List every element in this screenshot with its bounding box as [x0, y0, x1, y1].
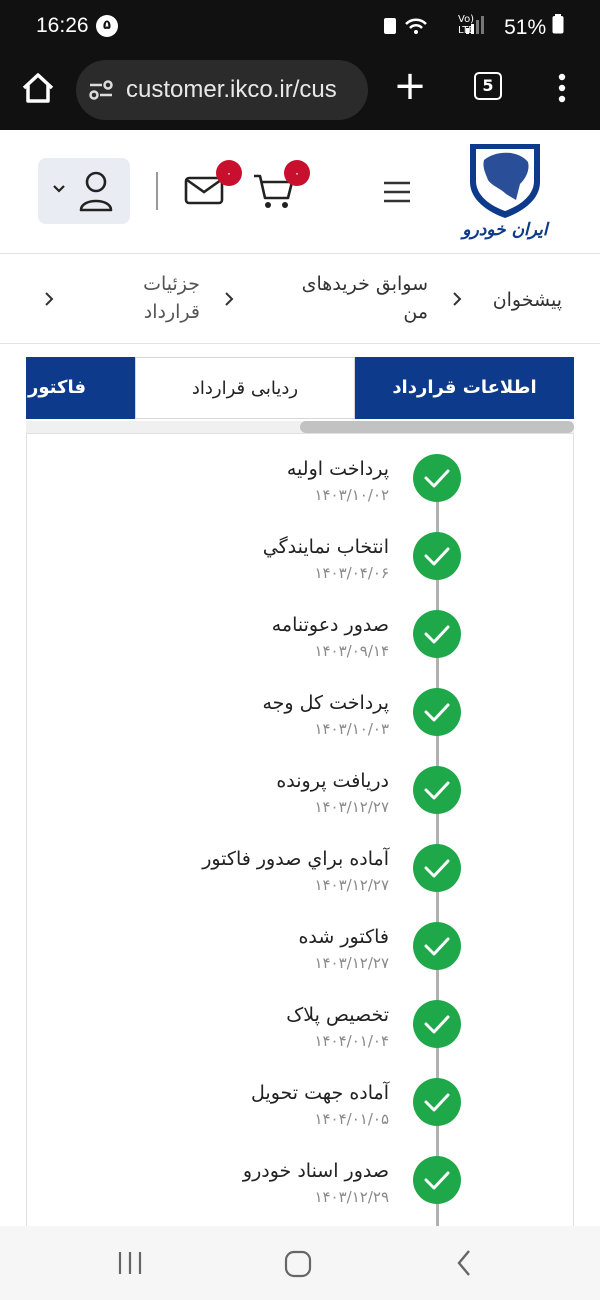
- timeline-step: [27, 766, 575, 844]
- contract-tabs: [26, 357, 574, 419]
- timeline-step-date: ۱۴۰۳/۱۲/۲۷: [314, 798, 389, 816]
- timeline-step-date: ۱۴۰۳/۱۲/۲۷: [314, 876, 389, 894]
- tabs-scrollbar-thumb[interactable]: [300, 421, 574, 433]
- timeline-step-title: صدور دعوتنامه: [271, 614, 389, 636]
- check-circle-icon: [413, 610, 461, 658]
- timeline-step-title: تخصيص پلاک: [286, 1004, 389, 1026]
- network-icons: [384, 14, 504, 42]
- check-circle-icon: [413, 1078, 461, 1126]
- timeline-step-title: فاکتور شده: [298, 926, 389, 948]
- breadcrumb-item-purchase-history[interactable]: سوابق خریدهای من: [301, 273, 428, 323]
- timeline-step-title: صدور اسناد خودرو: [242, 1160, 389, 1182]
- user-icon: [78, 170, 114, 212]
- url-bar[interactable]: [76, 60, 368, 120]
- timeline-step: [27, 1156, 575, 1234]
- cart-count-badge: ۰: [284, 160, 310, 186]
- status-time: 16:26: [36, 14, 89, 37]
- user-menu-button[interactable]: [38, 158, 130, 224]
- site-header: [0, 130, 600, 254]
- check-circle-icon: [413, 1156, 461, 1204]
- timeline-step-title: انتخاب نمايندگي: [262, 536, 389, 558]
- timeline-step: [27, 844, 575, 922]
- tab-invoice[interactable]: فاکتور: [26, 357, 135, 419]
- hamburger-menu-icon[interactable]: [382, 180, 412, 204]
- messages-count-badge: ۰: [216, 160, 242, 186]
- check-circle-icon: [413, 532, 461, 580]
- tab-contract-tracking[interactable]: ردیابی قرارداد: [135, 357, 355, 419]
- lte-label: Vo) LTE: [458, 14, 475, 36]
- check-circle-icon: [413, 688, 461, 736]
- check-circle-icon: [413, 1000, 461, 1048]
- back-icon[interactable]: [454, 1248, 474, 1278]
- timeline-step: [27, 688, 575, 766]
- timeline-step-date: ۱۴۰۳/۱۲/۲۹: [314, 1188, 389, 1206]
- timeline-step-title: پرداخت اولیه: [286, 458, 389, 480]
- ikco-logo-text: ایران خودرو: [462, 220, 548, 240]
- tab-switcher-button[interactable]: 5: [474, 72, 502, 100]
- timeline-step-date: ۱۴۰۴/۰۱/۰۴: [314, 1032, 389, 1050]
- timeline-step-title: آماده جهت تحويل: [251, 1082, 389, 1104]
- timeline-step: [27, 1078, 575, 1156]
- home-nav-icon[interactable]: [284, 1250, 312, 1278]
- breadcrumb-item-contract-details: جزئیات قرارداد: [143, 273, 200, 323]
- tab-contract-info[interactable]: اطلاعات قرارداد: [355, 357, 574, 419]
- browser-toolbar: [0, 52, 600, 130]
- check-circle-icon: [413, 766, 461, 814]
- status-bar: [0, 0, 600, 52]
- battery-percentage: 51%: [504, 14, 564, 40]
- check-circle-icon: [413, 922, 461, 970]
- signal-wifi-icon: [384, 14, 504, 38]
- timeline-step-date: ۱۴۰۴/۰۱/۰۵: [314, 1110, 389, 1128]
- timeline-step: [27, 922, 575, 1000]
- timeline-step-date: ۱۴۰۳/۰۴/۰۶: [314, 564, 389, 582]
- timeline-step: [27, 1000, 575, 1078]
- timeline-step-date: ۱۴۰۳/۱۰/۰۳: [314, 720, 389, 738]
- home-icon[interactable]: [18, 68, 58, 108]
- timeline-step-title: آماده براي صدور فاكتور: [202, 848, 389, 870]
- timeline-step-date: ۱۴۰۳/۱۰/۰۲: [314, 486, 389, 504]
- timeline-step-title: دريافت پرونده: [276, 770, 389, 792]
- check-circle-icon: [413, 844, 461, 892]
- new-tab-button[interactable]: +: [393, 63, 427, 109]
- chevron-right-icon: [42, 290, 56, 308]
- site-settings-icon[interactable]: [88, 80, 114, 100]
- chevron-right-icon: [450, 290, 464, 308]
- breadcrumb-item-dashboard[interactable]: پیشخوان: [492, 289, 562, 311]
- timeline-step: [27, 610, 575, 688]
- chevron-down-icon: [52, 184, 66, 194]
- timeline-step-date: ۱۴۰۳/۰۹/۱۴: [314, 642, 389, 660]
- timeline-step-date: ۱۴۰۳/۱۲/۲۷: [314, 954, 389, 972]
- chevron-right-icon: [222, 290, 236, 308]
- header-divider: [156, 172, 158, 210]
- recent-apps-icon[interactable]: [116, 1250, 144, 1276]
- tabs-scrollbar[interactable]: [26, 421, 574, 433]
- ikco-logo[interactable]: [460, 138, 550, 248]
- timeline-step: [27, 532, 575, 610]
- ikco-horse-emblem-icon: [460, 138, 550, 220]
- tracking-timeline: [26, 433, 574, 1233]
- timeline-step: [27, 454, 575, 532]
- url-text[interactable]: customer.ikco.ir/cus: [126, 76, 337, 103]
- android-navigation-bar: [0, 1226, 600, 1300]
- battery-icon: [552, 14, 564, 34]
- breadcrumb: [0, 254, 600, 344]
- notification-count-badge: ۵: [96, 15, 118, 37]
- check-circle-icon: [413, 454, 461, 502]
- more-menu-icon[interactable]: [550, 70, 574, 106]
- timeline-step-title: پرداخت کل وجه: [262, 692, 389, 714]
